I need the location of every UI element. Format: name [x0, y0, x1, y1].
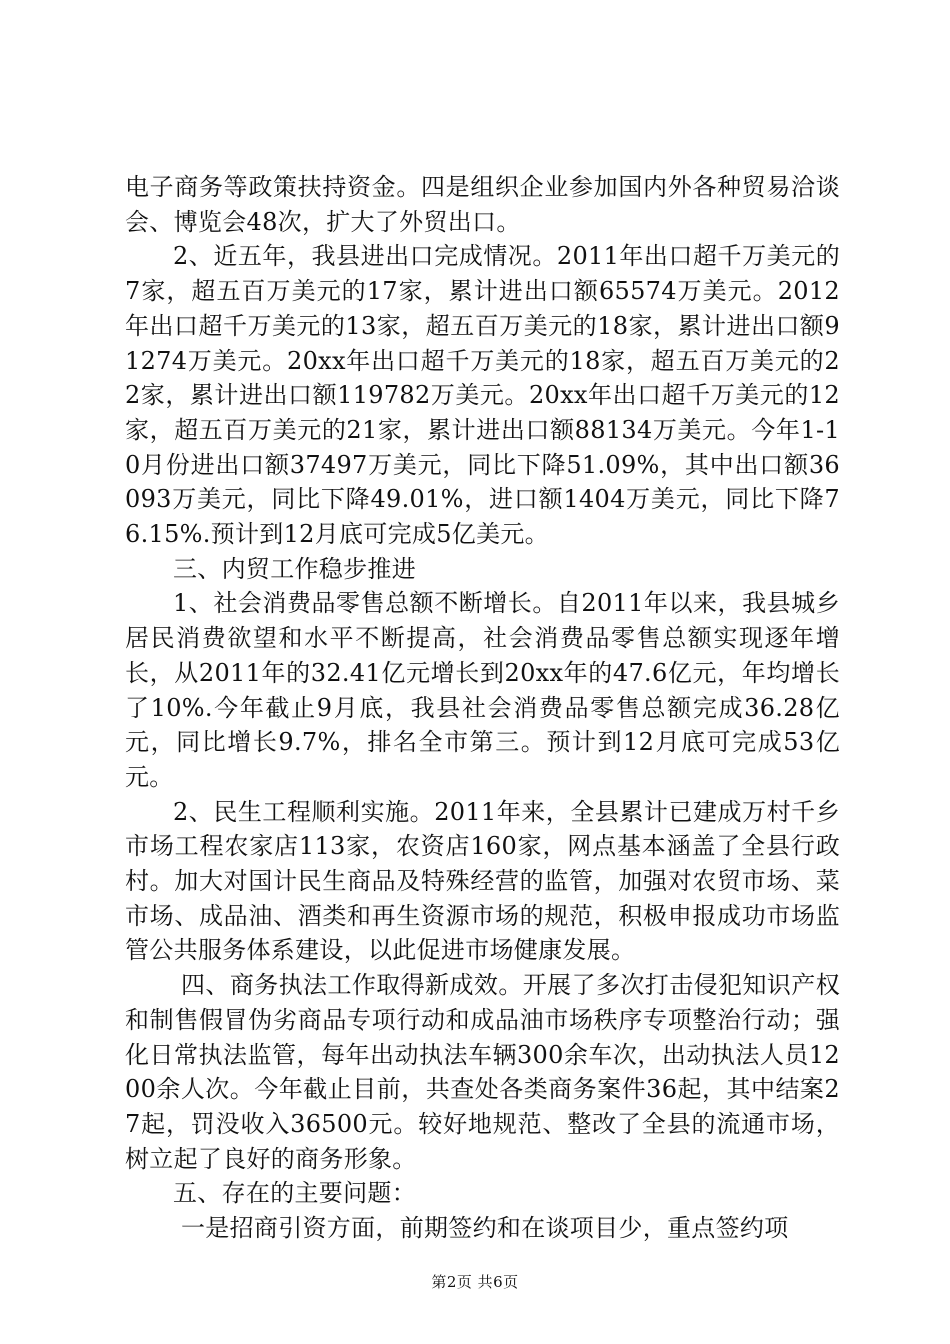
paragraph-retail-sales: 1、社会消费品零售总额不断增长。自2011年以来，我县城乡居民消费欲望和水平不断提高，社会消费品零售总额实现逐年增长，从2011年的32.41亿元增长到20xx年的47.6亿元，年均增长了10%.今年截止9月底，我县社会消费品零售总额完成36.28亿元，同比增长9.7%，排名全市第三。预计到12月底可完成53亿元。 [125, 589, 840, 791]
paragraph-continuation: 电子商务等政策扶持资金。四是组织企业参加国内外各种贸易洽谈会、博览会48次，扩大了外贸出口。 [125, 173, 840, 236]
paragraph-investment-problem: 一是招商引资方面，前期签约和在谈项目少，重点签约项 [181, 1214, 789, 1243]
paragraph-livelihood-projects: 2、民生工程顺利实施。2011年来，全县累计已建成万村千乡市场工程农家店113家，农资店160家，网点基本涵盖了全县行政村。加大对国计民生商品及特殊经营的监管，加强对农贸市场、菜市场、成品油、酒类和再生资源市场的规范，积极申报成功市场监管公共服务体系建设，以此促进市场健康发展。 [125, 797, 840, 965]
paragraph-import-export: 2、近五年，我县进出口完成情况。2011年出口超千万美元的7家，超五百万美元的17家，累计进出口额65574万美元。2012年出口超千万美元的13家，超五百万美元的18家，累计进出口额91274万美元。20xx年出口超千万美元的18家，超五百万美元的22家，累计进出口额119782万美元。20xx年出口超千万美元的12家，超五百万美元的21家，累计进出口额88134万美元。今年1-10月份进出口额37497万美元，同比下降51.09%，其中出口额36093万美元，同比下降49.01%，进口额1404万美元，同比下降76.15%.预计到12月底可完成5亿美元。 [125, 242, 840, 549]
section-heading-domestic-trade: 三、内贸工作稳步推进 [173, 554, 416, 583]
document-body [125, 170, 840, 1246]
paragraph-law-enforcement: 四、商务执法工作取得新成效。开展了多次打击侵犯知识产权和制售假冒伪劣商品专项行动和成品油市场秩序专项整治行动；强化日常执法监管，每年出动执法车辆300余车次，出动执法人员1200余人次。今年截止目前，共查处各类商务案件36起，其中结案27起，罚没收入36500元。较好地规范、整改了全县的流通市场，树立起了良好的商务形象。 [125, 971, 840, 1173]
section-heading-main-problems: 五、存在的主要问题： [173, 1179, 416, 1208]
page-number-footer: 第2页 共6页 [431, 1273, 519, 1291]
